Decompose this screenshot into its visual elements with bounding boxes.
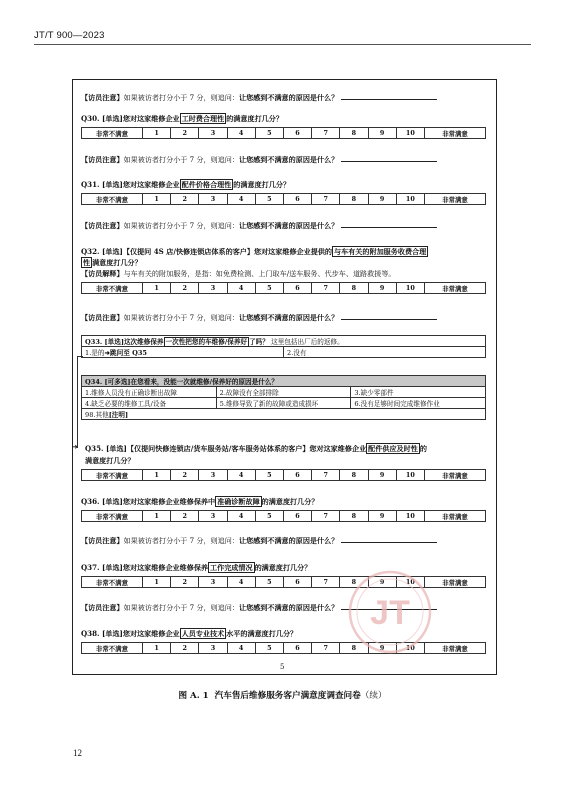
q34-option[interactable]: 3.缺少零部件 — [351, 387, 486, 398]
svg-text:JT: JT — [370, 594, 410, 632]
q34-option[interactable]: 5.维修导致了新的故障或造成损坏 — [216, 398, 351, 409]
question-q35-line2: 满意度打几分？ — [85, 456, 135, 465]
q34-option[interactable]: 4.缺乏必要的维修工具/设备 — [82, 398, 217, 409]
question-q38: Q38. [单选]您对这家维修企业 人员专业技术 水平的满意度打几分？ — [81, 629, 298, 638]
interviewer-note: 【访员注意】如果被访者打分小于 7 分，则追问：让您感到不满意的原因是什么？ — [81, 602, 486, 613]
q34-option[interactable]: 1.维修人员没有正确诊断出故障 — [82, 387, 217, 398]
q34-option-other[interactable]: 98.其他[注明] — [82, 409, 486, 420]
question-q37: Q37. [单选]您对这家维修企业维修保养 工作完成情况 的满意度打几分？ — [81, 563, 312, 572]
rating-scale-q35[interactable]: 非常不满意 1 2 3 4 5 6 7 8 9 10 非常满意 — [81, 469, 486, 481]
question-q30: Q30. [单选]您对这家维修企业 工时费合理性 的满意度打几分？ — [81, 114, 283, 123]
question-q34-table — [81, 375, 486, 420]
interviewer-note: 【访员注意】如果被访者打分小于 7 分，则追问：让您感到不满意的原因是什么？ — [81, 312, 486, 323]
interviewer-note: 【访员注意】如果被访者打分小于 7 分，则追问：让您感到不满意的原因是什么？ — [81, 220, 486, 231]
question-q36: Q36. [单选]您对这家维修企业维修保养中 准确诊断故障 的满意度打几分？ — [81, 497, 319, 506]
rating-scale-q37[interactable]: 非常不满意 1 2 3 4 5 6 7 8 9 10 非常满意 — [81, 576, 486, 588]
rating-scale-q30[interactable]: 非常不满意 1 2 3 4 5 6 7 8 9 10 非常满意 — [81, 127, 486, 139]
skip-arrow-line — [77, 356, 78, 448]
figure-caption: 图 A. 1 汽车售后维修服务客户满意度调查问卷（续） — [178, 691, 387, 701]
q34-option[interactable]: 2.故障没有全部排除 — [216, 387, 351, 398]
question-q33: Q33. [单选]这次维修保养 一次性把您的车维修/保养好 了吗？ 这里包括出厂后的返修。 — [82, 336, 486, 347]
skip-arrow-head: ➜ — [72, 443, 78, 451]
rating-scale-q32[interactable]: 非常不满意 1 2 3 4 5 6 7 8 9 10 非常满意 — [81, 282, 486, 294]
q34-option[interactable]: 6.没有足够时间完成维修作业 — [351, 398, 486, 409]
interviewer-note: 【访员注意】如果被访者打分小于 7 分，则追问：让您感到不满意的原因是什么？ — [81, 92, 486, 103]
question-q34: Q34. [可多选]在您看来，没能一次就维修/保养好的原因是什么？ — [82, 376, 486, 387]
skip-arrow-top — [77, 356, 83, 357]
question-q32-line2: 性 满意度打几分？ — [83, 258, 142, 267]
rating-scale-q36[interactable]: 非常不满意 1 2 3 4 5 6 7 8 9 10 非常满意 — [81, 510, 486, 522]
interviewer-note: 【访员注意】如果被访者打分小于 7 分，则追问：让您感到不满意的原因是什么？ — [81, 535, 486, 546]
question-q35: Q35. [单选]【仅提问快修连锁店/货车服务站/客车服务站体系的客户】您对这家维修企业 配件供应及时性 的 — [85, 444, 427, 453]
header-rule — [34, 44, 531, 45]
standard-code: JT/T 900—2023 — [34, 30, 105, 41]
rating-scale-q31[interactable]: 非常不满意 1 2 3 4 5 6 7 8 9 10 非常满意 — [81, 193, 486, 205]
question-q33-table — [81, 335, 486, 358]
inner-page-number: 5 — [280, 663, 285, 671]
jt-stamp-watermark — [345, 567, 435, 657]
rating-scale-q38[interactable]: 非常不满意 1 2 3 4 5 6 7 8 9 10 非常满意 — [81, 642, 486, 654]
question-q32: Q32. [单选]【仅提问 4S 店/快修连锁店体系的客户】您对这家维修企业提供的 与车有关的附加服务收费合理 — [81, 247, 427, 256]
q33-option-no[interactable]: 2.没有 — [284, 347, 486, 358]
page-number: 12 — [73, 748, 82, 758]
question-q31: Q31. [单选]您对这家维修企业 配件价格合理性 的满意度打几分？ — [81, 180, 291, 189]
interviewer-note: 【访员注意】如果被访者打分小于 7 分，则追问：让您感到不满意的原因是什么？ — [81, 154, 486, 165]
q33-option-yes[interactable]: 1.是的➜跳问至 Q35 — [82, 347, 284, 358]
interviewer-explanation: 【访员解释】与车有关的附加服务，是指：如免费检测、上门取车/送车服务、代步车、道路救援等。 — [81, 269, 396, 278]
